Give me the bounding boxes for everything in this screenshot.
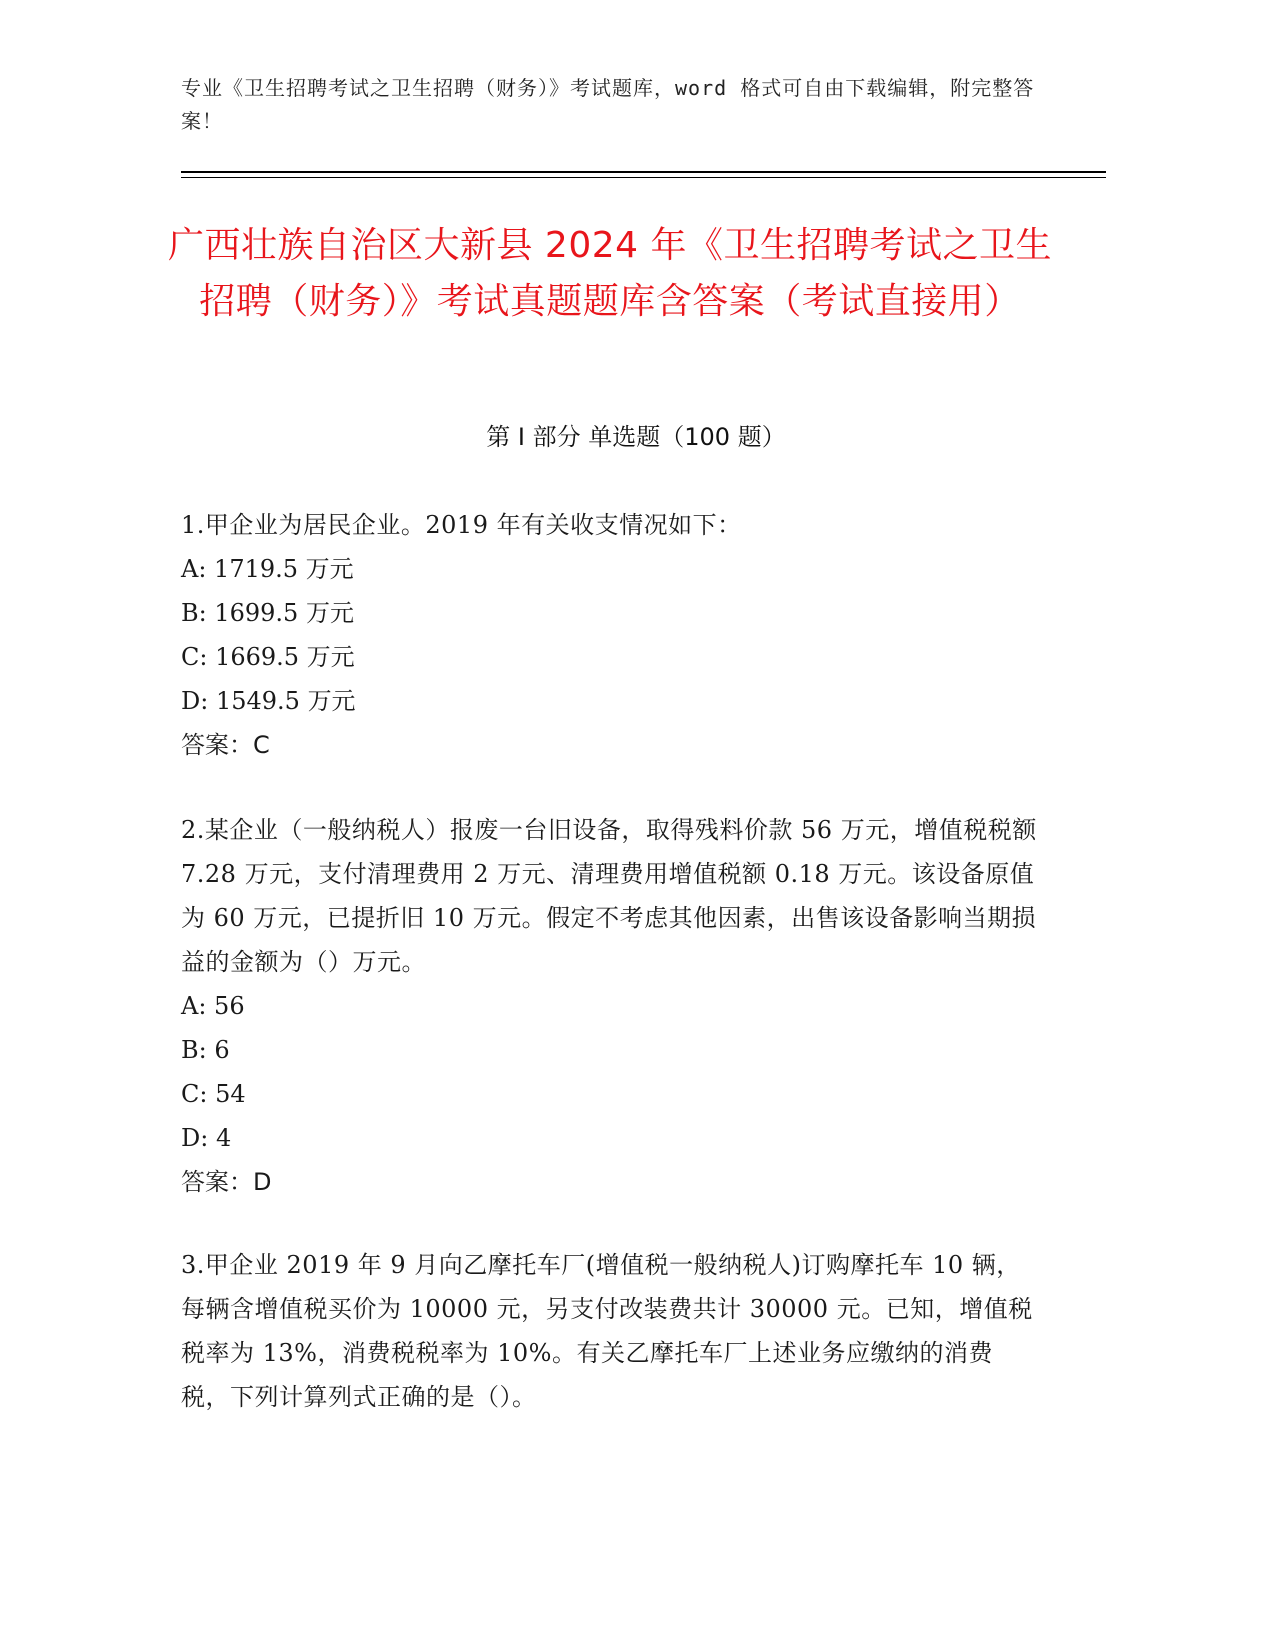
option-d: D: 1549.5 万元: [181, 687, 356, 715]
option-b: B: 1699.5 万元: [181, 599, 354, 627]
option-a: A: 1719.5 万元: [181, 555, 354, 583]
header-note: 专业《卫生招聘考试之卫生招聘（财务）》考试题库，word 格式可自由下载编辑，附完整答案！: [181, 76, 1035, 133]
header-divider-thick: [181, 171, 1106, 173]
document-title: 广西壮族自治区大新县 2024 年《卫生招聘考试之卫生招聘（财务）》考试真题题库含答案（考试直接用）: [167, 225, 1052, 322]
question-3: [181, 1243, 1041, 1419]
header-divider-thin: [181, 177, 1106, 178]
option-a: A: 56: [181, 992, 245, 1020]
option-c: C: 54: [181, 1080, 246, 1108]
question-stem: 3.甲企业 2019 年 9 月向乙摩托车厂(增值税一般纳税人)订购摩托车 10 辆，每辆含增值税买价为 10000 元，另支付改装费共计 30000 元。已知，增值税税率为 13%，消费税税率为 10%。有关乙摩托车厂上述业务应缴纳的消费税，下列计算列式正确的是（）。: [181, 1251, 1033, 1411]
question-2: [181, 808, 1041, 1204]
answer-line: 答案：D: [181, 1168, 272, 1196]
answer-line: 答案：C: [181, 731, 270, 759]
option-b: B: 6: [181, 1036, 230, 1064]
option-d: D: 4: [181, 1124, 232, 1152]
question-1: [181, 503, 1041, 767]
option-c: C: 1669.5 万元: [181, 643, 355, 671]
question-stem: 1.甲企业为居民企业。2019 年有关收支情况如下：: [181, 511, 742, 539]
section-heading: 第 I 部分 单选题（100 题）: [486, 423, 786, 451]
question-stem: 2.某企业（一般纳税人）报废一台旧设备，取得残料价款 56 万元，增值税税额 7.28 万元，支付清理费用 2 万元、清理费用增值税额 0.18 万元。该设备原值为 60 万元，已提折旧 10 万元。假定不考虑其他因素，出售该设备影响当期损益的金额为（）万元。: [181, 816, 1037, 976]
